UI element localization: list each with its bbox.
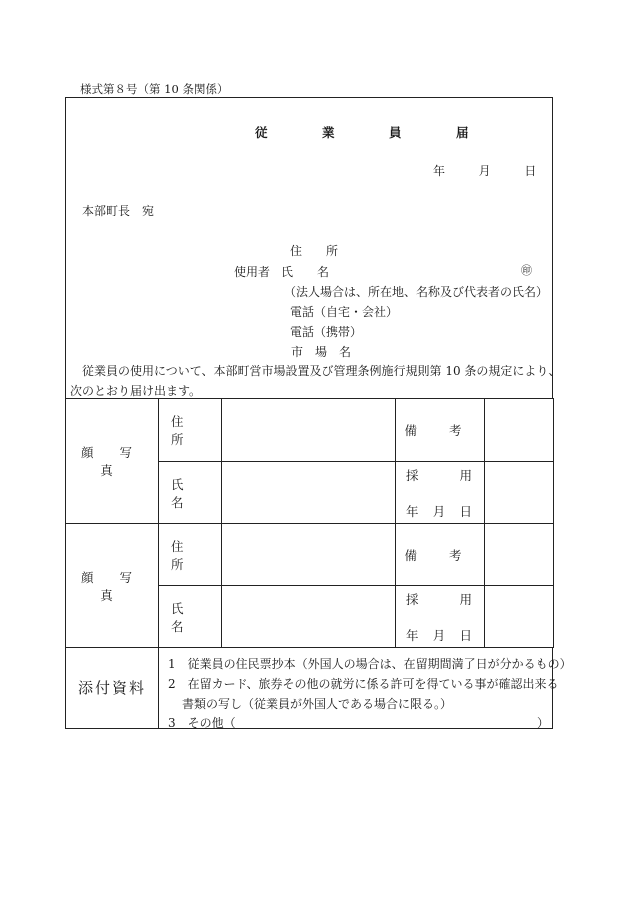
adoption-year-label: 年 xyxy=(406,627,419,643)
statement-line-1: 従業員の使用について、本部町営市場設置及び管理条例施行規則第 10 条の規定により、 xyxy=(82,364,561,378)
adoption-cell xyxy=(396,462,485,524)
photo-cell: 顔 写 真 xyxy=(66,399,159,524)
adoption-month-label: 月 xyxy=(432,503,446,519)
adoption-label-right: 用 xyxy=(459,467,472,483)
recipient-line: 本部町長 宛 xyxy=(82,204,155,218)
name-label: 氏 名 xyxy=(159,462,222,524)
remark-label: 備 考 xyxy=(396,399,485,462)
attachment-item-1: 1 従業員の住民票抄本（外国人の場合は、在留期間満了日が分かるもの） xyxy=(168,657,572,671)
statement-line-2: 次のとおり届け出ます。 xyxy=(70,384,202,398)
address-label: 住 所 xyxy=(159,399,222,462)
remark-label: 備 考 xyxy=(396,524,485,586)
phone-home-label: 電話（自宅・会社） xyxy=(290,305,399,319)
adoption-label-right: 用 xyxy=(459,591,472,607)
address-field[interactable] xyxy=(222,399,396,462)
photo-cell: 顔 写 真 xyxy=(66,524,159,648)
remark-field[interactable] xyxy=(485,524,554,586)
date-line xyxy=(433,162,536,179)
adoption-day-label: 日 xyxy=(459,503,472,519)
date-year-label: 年 xyxy=(433,164,446,178)
attachment-item-3-close: ） xyxy=(537,716,550,730)
adoption-label-left: 採 xyxy=(406,591,419,607)
name-field[interactable] xyxy=(222,462,396,524)
adoption-label-left: 採 xyxy=(406,467,419,483)
adoption-cell xyxy=(396,586,485,648)
name-label: 氏 名 xyxy=(159,586,222,648)
employee-2-row-address xyxy=(66,524,554,586)
seal-mark: ㊞ xyxy=(521,264,532,277)
address-label: 住 所 xyxy=(159,524,222,586)
adoption-field[interactable] xyxy=(485,586,554,648)
employee-table xyxy=(65,398,554,648)
corporate-note: （法人場合は、所在地、名称及び代表者の氏名） xyxy=(284,285,549,299)
attachment-item-3: 3 その他（ xyxy=(168,716,236,730)
adoption-day-label: 日 xyxy=(459,627,472,643)
phone-mobile-label: 電話（携帯） xyxy=(290,325,363,339)
applicant-user-label: 使用者 xyxy=(234,265,271,279)
applicant-address-label: 住 所 xyxy=(290,244,339,258)
date-month-label: 月 xyxy=(478,164,491,178)
market-name-label: 市 場 名 xyxy=(291,345,352,359)
attachment-item-2-cont: 書類の写し（従業員が外国人である場合に限る。） xyxy=(182,697,453,711)
employee-1-row-address xyxy=(66,399,554,462)
adoption-month-label: 月 xyxy=(432,627,446,643)
adoption-year-label: 年 xyxy=(406,503,419,519)
date-day-label: 日 xyxy=(524,164,537,178)
form-number-label: 様式第８号（第 10 条関係） xyxy=(80,82,229,96)
adoption-field[interactable] xyxy=(485,462,554,524)
attachments-label: 添付資料 xyxy=(66,647,159,728)
address-field[interactable] xyxy=(222,524,396,586)
name-field[interactable] xyxy=(222,586,396,648)
remark-field[interactable] xyxy=(485,399,554,462)
attachment-item-2: 2 在留カード、旅券その他の就労に係る許可を得ている事が確認出来る xyxy=(168,677,559,691)
applicant-name-label: 氏 名 xyxy=(281,265,330,279)
form-title: 従 業 員 届 xyxy=(255,125,490,140)
